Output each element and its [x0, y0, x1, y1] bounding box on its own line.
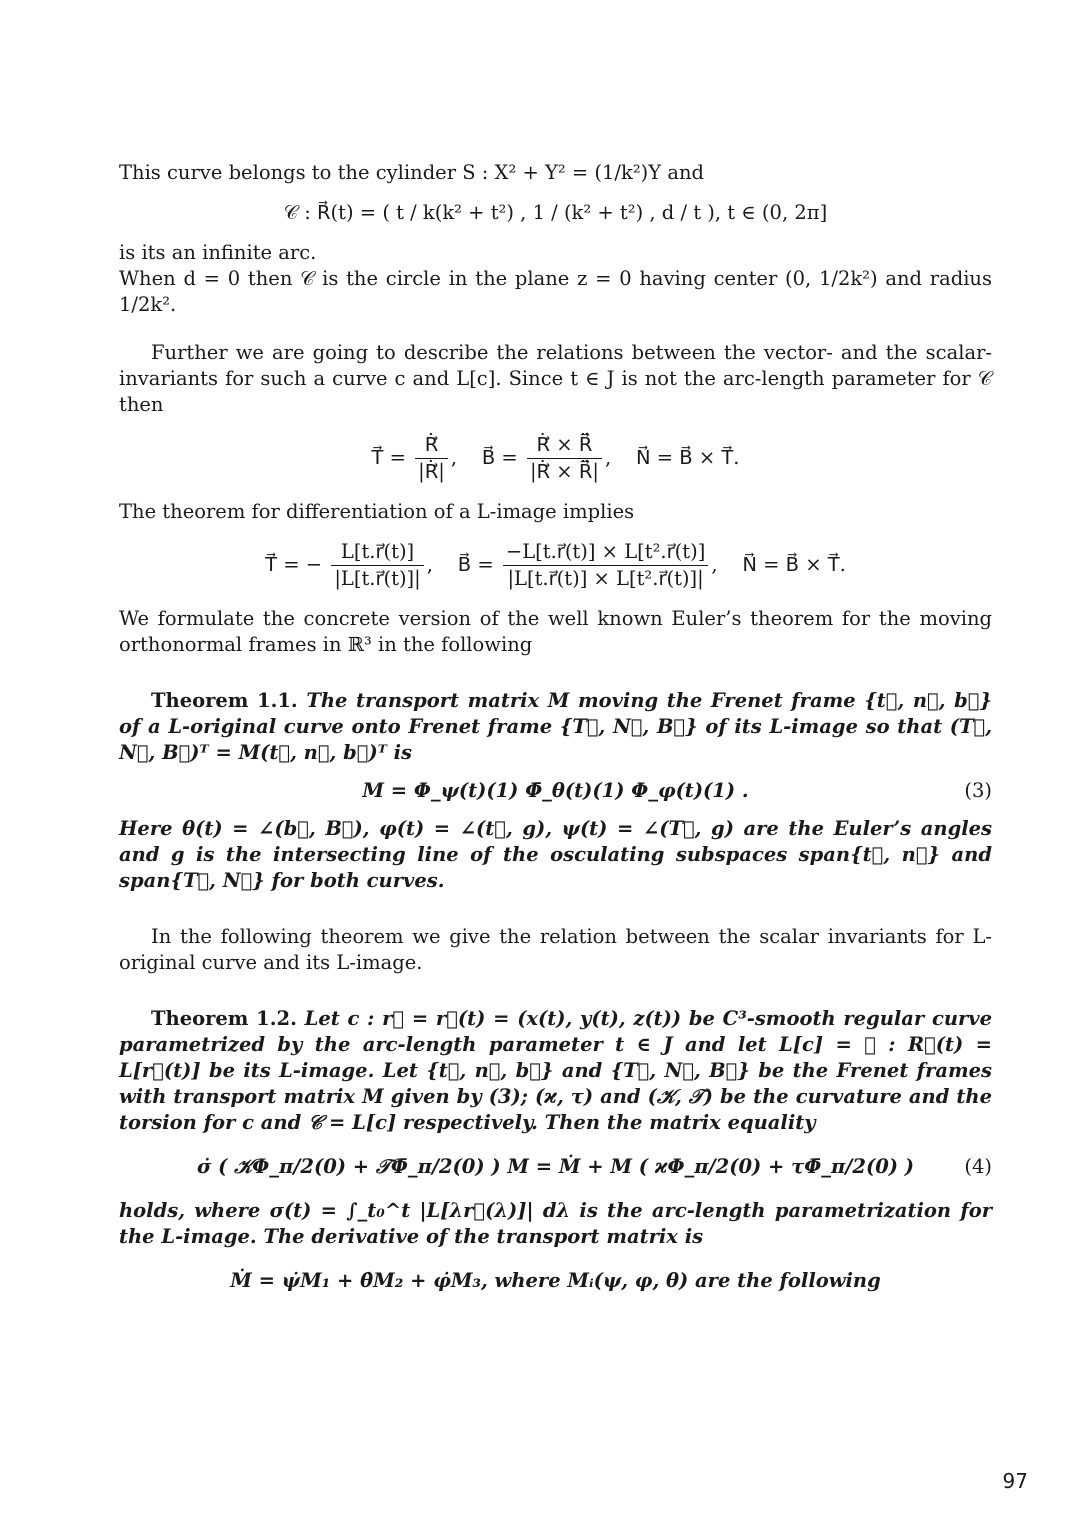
- theorem-1-1-tail: Here θ(t) = ∠(b⃗, B⃗), φ(t) = ∠(t⃗, g), ψ(t) = ∠(T⃗, g) are the Euler’s angles and g is the intersecting line of the osculating subspaces span{t⃗, n⃗} and span{T⃗, N⃗} for both curves.: [119, 817, 992, 892]
- paragraph-cylinder: This curve belongs to the cylinder S : X² + Y² = (1/k²)Y and: [119, 161, 704, 184]
- paragraph-circle: When d = 0 then 𝒞 is the circle in the plane z = 0 having center (0, 1/2k²) and radius 1/2k².: [119, 267, 992, 316]
- N-expression: N⃗ = B⃗ × T⃗.: [635, 446, 740, 469]
- B-fraction: [503, 539, 708, 592]
- theorem-1-1-body: The transport matrix M moving the Frenet frame {t⃗, n⃗, b⃗} of a L-original curve onto Frenet frame {T⃗, N⃗, B⃗} of its L-image so that (T⃗, N⃗, B⃗)ᵀ = M(t⃗, n⃗, b⃗)ᵀ is: [119, 689, 992, 764]
- B-denominator: |L[t.r⃗(t)] × L[t².r⃗(t)]|: [507, 567, 704, 590]
- B-denominator: |Ṙ⃗ × R̈⃗|: [529, 460, 599, 483]
- N-expression: N⃗ = B⃗ × T⃗.: [742, 553, 846, 576]
- T-numerator: L[t.r⃗(t)]: [331, 539, 423, 566]
- B-numerator: −L[t.r⃗(t)] × L[t².r⃗(t)]: [503, 539, 708, 566]
- paragraph-euler: We formulate the concrete version of the well known Euler’s theorem for the moving orthonormal frames in ℝ³ in the following: [119, 607, 992, 656]
- equation-3-number: (3): [964, 779, 992, 802]
- B-lhs: B⃗ =: [481, 446, 518, 469]
- theorem-1-2-holds: holds, where σ(t) = ∫_t₀^t |L[λr⃗(λ)]| dλ is the arc-length parametrization for the L-image. The derivative of the transport matrix is: [119, 1199, 992, 1248]
- equation-3: [119, 778, 992, 804]
- page-number: 97: [1002, 1469, 1028, 1493]
- T-denominator: |L[t.r⃗(t)]|: [334, 567, 421, 590]
- theorem-1-2-head: Theorem 1.2.: [151, 1007, 297, 1030]
- B-lhs: B⃗ =: [457, 553, 494, 576]
- T-numerator: Ṙ⃗: [415, 432, 448, 459]
- B-numerator: Ṙ⃗ × R̈⃗: [527, 432, 602, 459]
- theorem-1-2: [119, 1006, 992, 1136]
- paragraph-scalar-invariants: In the following theorem we give the relation between the scalar invariants for L-original curve and its L-image.: [119, 925, 992, 974]
- equation-4-number: (4): [964, 1155, 992, 1178]
- T-lhs: T⃗ =: [371, 446, 406, 469]
- equation-transport-derivative: Ṁ = ψ̇M₁ + θ̇M₂ + φ̇M₃, where Mᵢ(ψ, φ, θ) are the following: [230, 1269, 881, 1292]
- equation-3-body: M = Φ_ψ(t)(1) Φ̄_θ(t)(1) Φ_φ(t)(1) .: [362, 779, 749, 802]
- theorem-1-1: [119, 688, 992, 766]
- T-denominator: |Ṙ⃗|: [418, 460, 445, 483]
- equation-frenet-frame: T⃗ = $\frac{\text{Ṙ⃗}}{\text{|Ṙ⃗|}}$ , B⃗ = $\frac{\text{Ṙ⃗ × R̈⃗}}{\text{|Ṙ⃗ × R̈⃗|}}$ , N⃗ = B⃗ × T⃗.: [371, 433, 740, 483]
- paragraph-differentiation: The theorem for differentiation of a L-image implies: [119, 500, 635, 523]
- theorem-1-1-head: Theorem 1.1.: [151, 689, 298, 712]
- page-body: [119, 160, 992, 1308]
- equation-4: [119, 1154, 992, 1180]
- theorem-1-2-body: Let c : r⃗ = r⃗(t) = (x(t), y(t), z(t)) be C³-smooth regular curve parametrized by the arc-length parameter t ∈ J and let L[c] = 𝒞 : R⃗(t) = L[r⃗(t)] be its L-image. Let {t⃗, n⃗, b⃗} and {T⃗, N⃗, B⃗} be the Frenet frames with transport matrix M given by (3); (ϰ, τ) and (𝒦, 𝒯) be the curvature and the torsion for c and 𝒞 = L[c] respectively. Then the matrix equality: [119, 1007, 993, 1134]
- equation-l-image-frame: T⃗ = − $\frac{L[t.r⃗(t)]}{|L[t.r⃗(t)]|}$ , B⃗ = $\frac{\text{−L[t.r⃗(t)] × L[t².r⃗(t)]}}{\text{|L[t.r⃗(t)] × L[t².r⃗(t)]|}}$ , N⃗ = B⃗ × T⃗.: [265, 540, 846, 590]
- T-lhs: T⃗ = −: [265, 553, 323, 576]
- paragraph-infinite-arc: is its an infinite arc.: [119, 241, 317, 264]
- B-fraction: [527, 432, 602, 485]
- T-fraction: [331, 539, 423, 592]
- paragraph-relations: Further we are going to describe the relations between the vector- and the scalar- invariants for such a curve c and L[c]. Since t ∈ J is not the arc-length parameter for 𝒞 then: [119, 341, 992, 416]
- equation-4-body: σ̇ ( 𝒦Φ_π/2(0) + 𝒯Φ̄_π/2(0) ) M = Ṁ + M ( ϰΦ_π/2(0) + τΦ̄_π/2(0) ): [196, 1155, 915, 1178]
- T-fraction: [415, 432, 448, 485]
- equation-curve: 𝒞 : R⃗(t) = ( t / k(k² + t²) , 1 / (k² + t²) , d / t ), t ∈ (0, 2π]: [283, 201, 828, 224]
